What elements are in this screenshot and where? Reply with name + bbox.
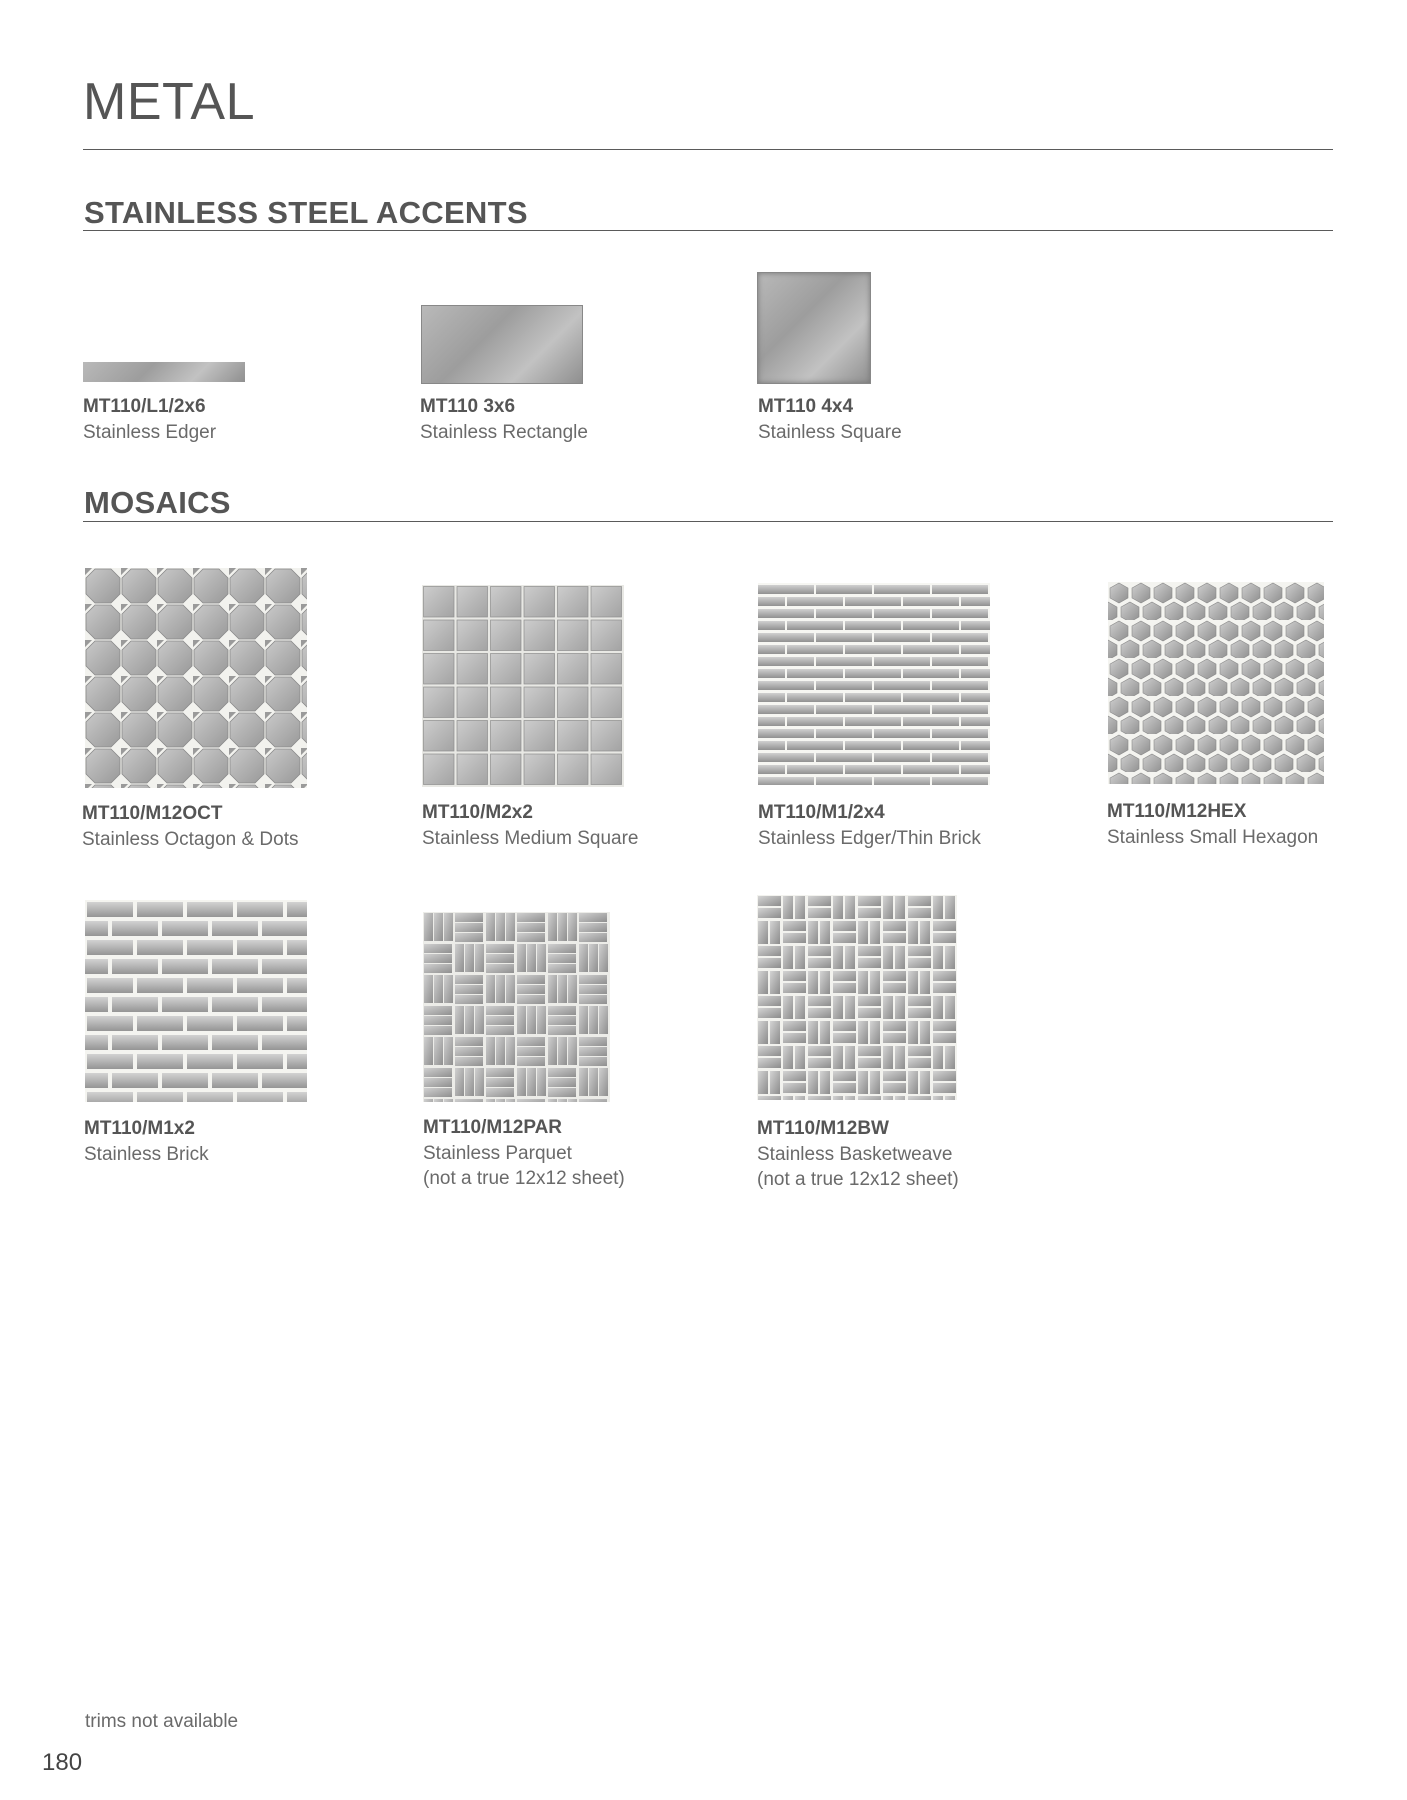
parquet-mosaic-image [423,912,610,1102]
medium-square-mosaic-image [422,585,624,787]
page-number: 180 [42,1749,83,1776]
product-description: Stainless Edger [83,422,217,443]
footnote: trims not available [85,1711,239,1732]
thin-brick-mosaic-image [758,583,990,785]
product-description: Stainless Basketweave [757,1144,953,1165]
product-description: Stainless Medium Square [422,828,639,849]
product-code: MT110/M1x2 [84,1118,195,1139]
product-description: Stainless Octagon & Dots [82,829,299,850]
octagon-dots-mosaic-image [85,568,307,788]
section-title-accents: STAINLESS STEEL ACCENTS [84,195,528,230]
small-hexagon-mosaic-image [1108,582,1324,784]
stainless-square-image [757,272,871,384]
product-description: Stainless Brick [84,1144,209,1165]
product-code: MT110/M12OCT [82,803,223,824]
product-code: MT110 4x4 [758,396,854,417]
stainless-rectangle-image [421,305,583,384]
product-code: MT110/M12HEX [1107,801,1247,822]
product-code: MT110/M12BW [757,1118,889,1139]
accents-divider [83,230,1333,231]
section-title-mosaics: MOSAICS [84,485,231,520]
title-divider [83,149,1333,150]
mosaics-divider [83,521,1333,522]
page-title: METAL [83,73,256,131]
product-code: MT110/M1/2x4 [758,802,885,823]
brick-mosaic-image [85,900,307,1102]
product-description: Stainless Square [758,422,902,443]
basketweave-mosaic-image [757,895,957,1100]
product-description: Stainless Rectangle [420,422,588,443]
product-note: (not a true 12x12 sheet) [423,1168,625,1189]
product-code: MT110/M12PAR [423,1117,563,1138]
product-description: Stainless Edger/Thin Brick [758,828,981,849]
product-description: Stainless Parquet [423,1143,572,1164]
product-code: MT110 3x6 [420,396,516,417]
stainless-edger-image [83,362,245,382]
product-code: MT110/M2x2 [422,802,533,823]
product-note: (not a true 12x12 sheet) [757,1169,959,1190]
product-description: Stainless Small Hexagon [1107,827,1319,848]
product-code: MT110/L1/2x6 [83,396,206,417]
